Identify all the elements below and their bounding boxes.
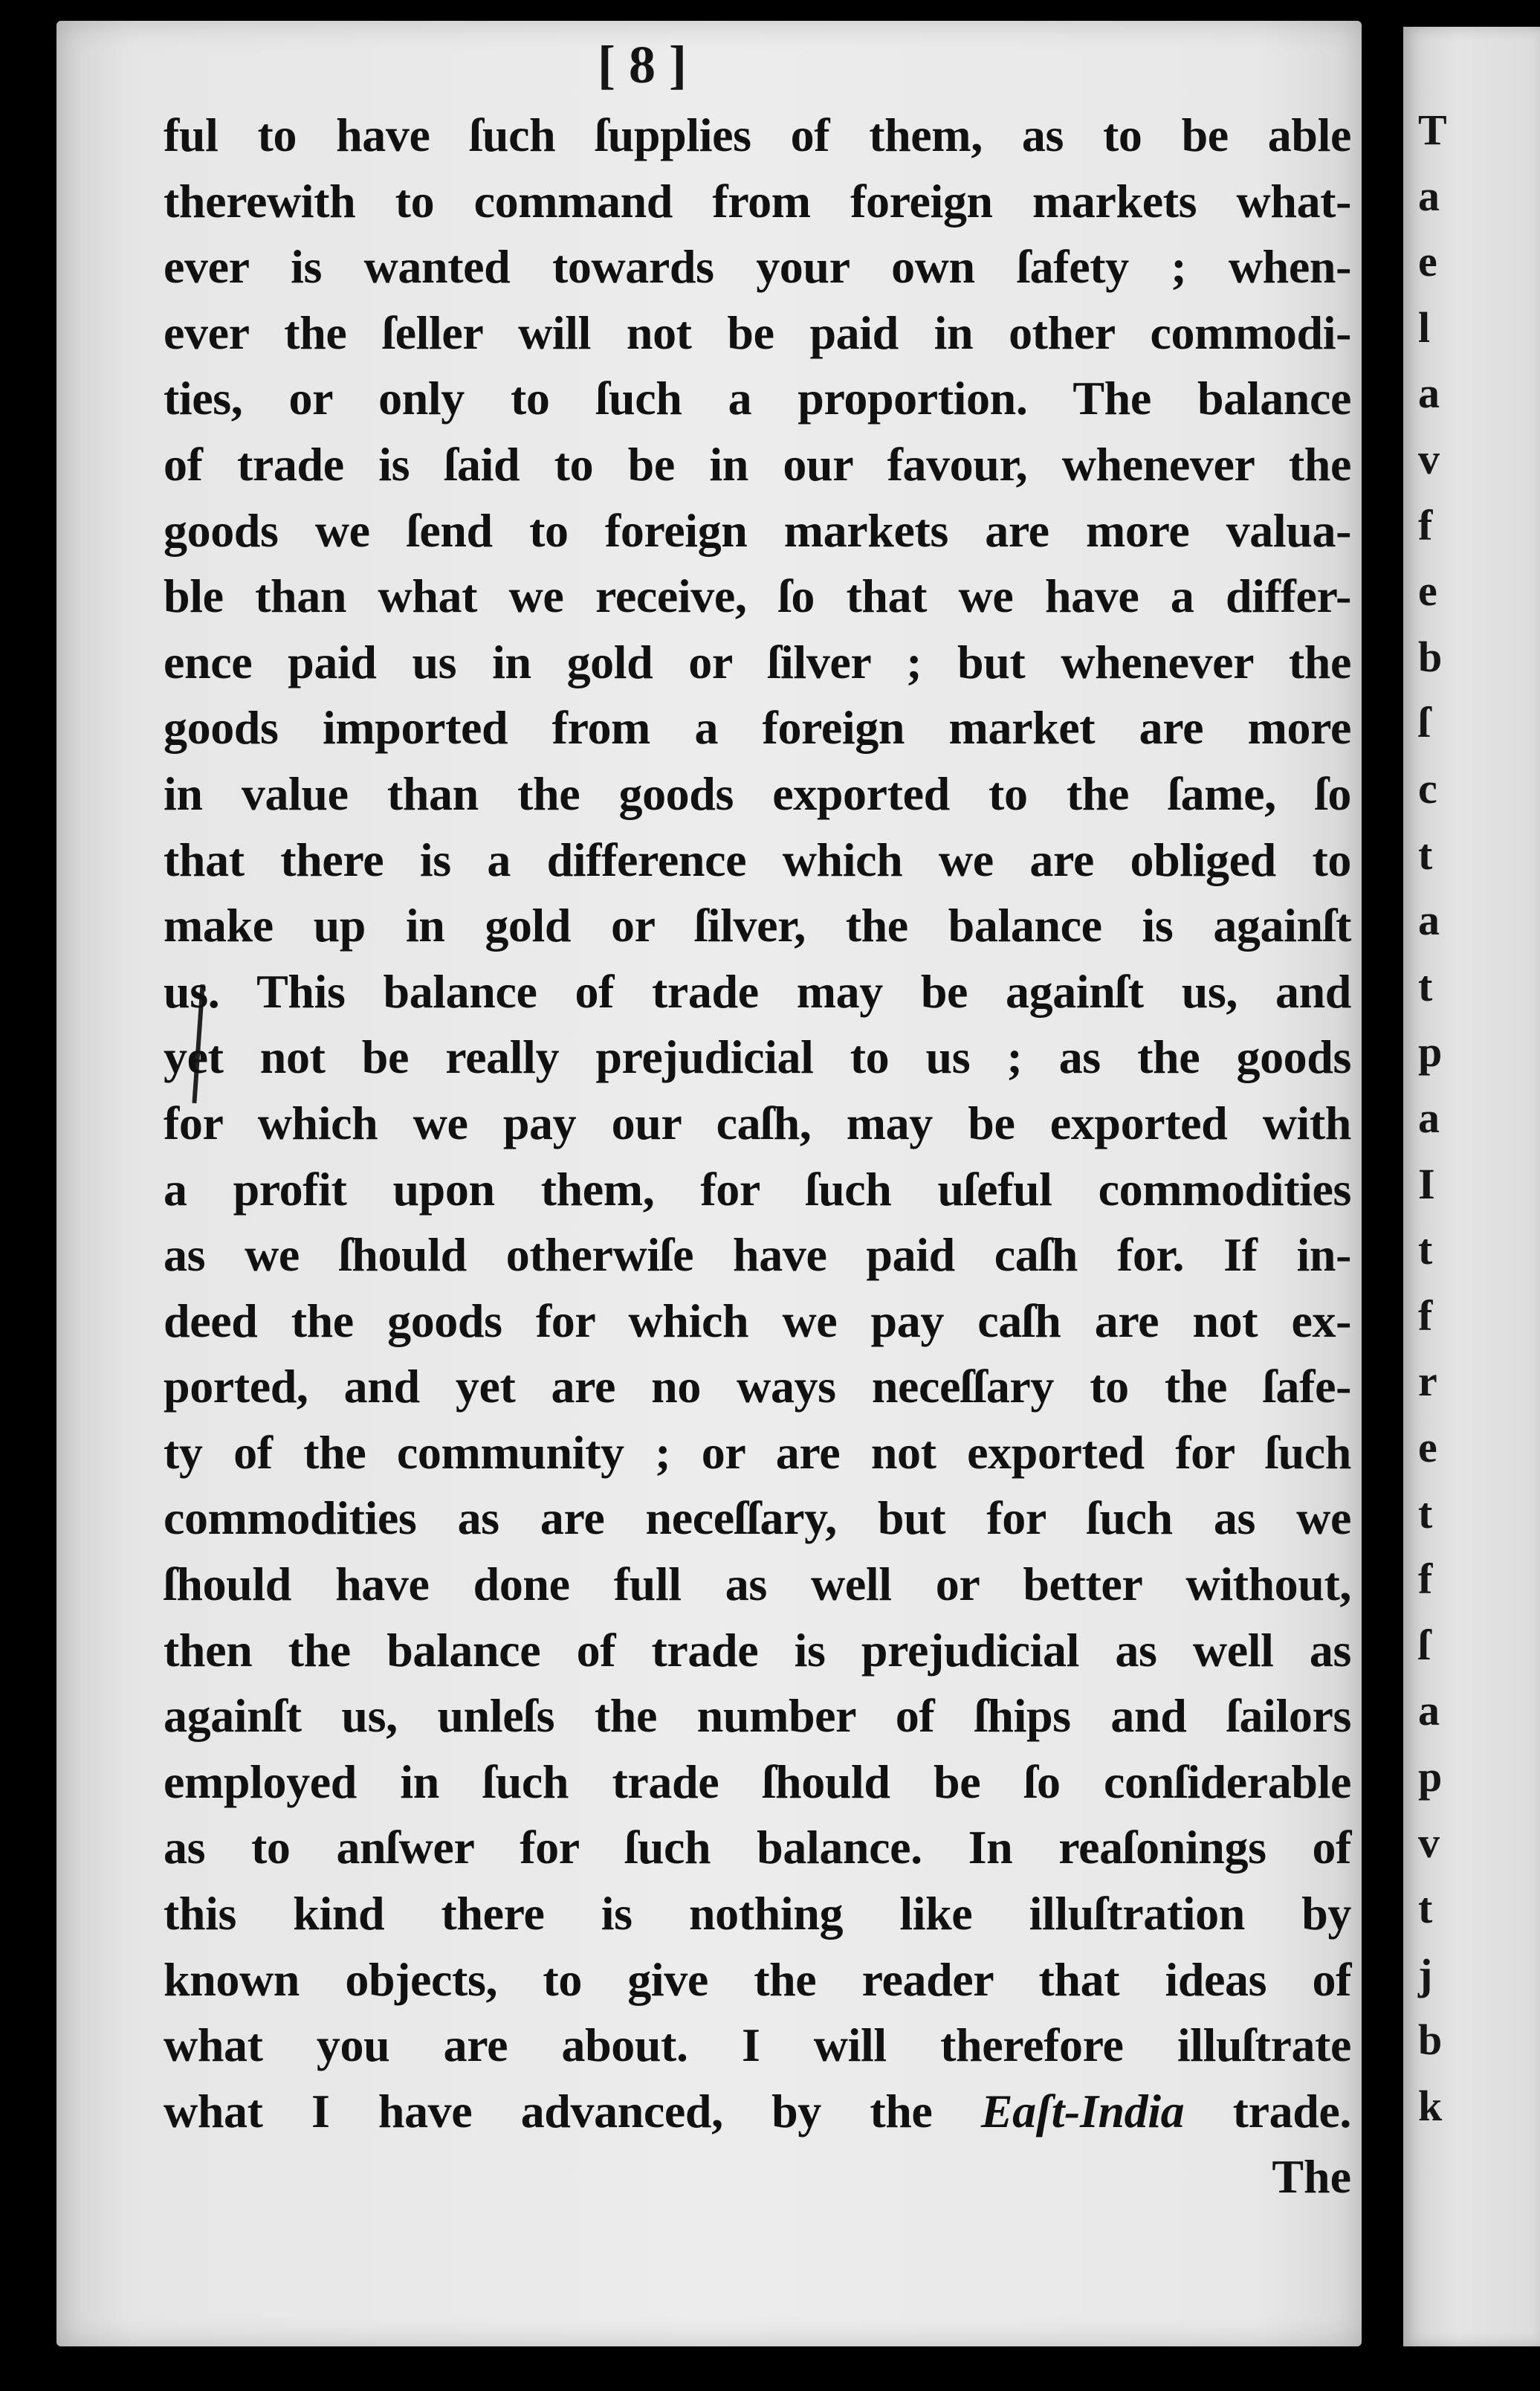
next-page-letter: j [1418,1949,1433,1998]
next-page-letter: a [1418,369,1440,418]
next-page-letter: e [1418,567,1437,616]
next-page-letter: I [1418,1159,1435,1208]
next-page-letter: k [1418,2082,1443,2130]
next-page-letter: b [1418,632,1443,681]
next-page-letter: f [1418,1555,1433,1604]
left-page [56,21,1362,2346]
text-line-last [164,2079,1351,2145]
last-line-italic: Eaſt-India [980,2084,1185,2137]
text-line: that there is a difference which we are obliged to [164,833,1351,886]
next-page-letter: p [1418,1027,1443,1077]
text-line: deed the goods for which we pay caſh are not ex- [164,1294,1351,1347]
text-line: a profit upon them, for ſuch uſeful commodities [164,1162,1351,1216]
text-line: in value than the goods exported to the ſame, ſo [164,767,1351,820]
next-page-letter: l [1418,303,1431,352]
next-page-letter: ſ [1418,698,1431,747]
next-page-letter: r [1418,1357,1437,1406]
text-line: ty of the community ; or are not exported for ſuch [164,1425,1351,1479]
text-line: what you are about. I will therefore illuſtrate [164,2019,1351,2072]
next-page-letter: a [1418,1094,1440,1142]
next-page-letter: t [1418,961,1433,1010]
next-page-letter: a [1418,171,1440,220]
next-page-letter: t [1418,1225,1433,1274]
next-page-letter: a [1418,896,1440,945]
next-page-letter: e [1418,1423,1437,1471]
page-number: [ 8 ] [598,35,687,94]
text-line: as we ſhould otherwiſe have paid caſh for. If in- [164,1228,1351,1282]
text-line: ence paid us in gold or ſilver ; but whenever the [164,635,1351,688]
text-line: ſhould have done full as well or better without, [164,1558,1351,1611]
text-line: this kind there is nothing like illuſtration by [164,1887,1351,1940]
text-line: ties, or only to ſuch a proportion. The balance [164,372,1351,425]
body-text [164,103,1351,2210]
next-page-letter: v [1418,1818,1440,1867]
next-page-letter: t [1418,1884,1433,1933]
text-line: goods we ſend to foreign markets are more valua- [164,503,1351,557]
text-line: ble than what we receive, ſo that we have a differ- [164,569,1351,623]
next-page-letter: ſ [1418,1620,1431,1669]
right-page-edge [1403,27,1540,2346]
last-line-start: what I have advanced, by the [164,2084,981,2137]
next-page-letter: e [1418,237,1437,286]
text-line: known objects, to give the reader that ideas of [164,1952,1351,2006]
text-line: ever the ſeller will not be paid in other commodi- [164,306,1351,359]
text-line: therewith to command from foreign markets what- [164,174,1351,228]
next-page-letter: p [1418,1752,1443,1801]
text-line: us. This balance of trade may be againſt us, and [164,964,1351,1018]
text-line: againſt us, unleſs the number of ſhips and ſailors [164,1689,1351,1743]
next-page-letter: T [1418,106,1447,154]
next-page-letter: t [1418,830,1433,879]
next-page-letter: c [1418,764,1437,813]
next-page-letter: t [1418,1488,1433,1537]
text-line: ful to have ſuch ſupplies of them, as to be able [164,109,1351,161]
text-line: ever is wanted towards your own ſafety ; when- [164,240,1351,294]
next-page-letter: b [1418,2016,1443,2065]
text-line: of trade is ſaid to be in our favour, whenever the [164,437,1351,491]
next-page-letter: v [1418,435,1440,483]
text-line: employed in ſuch trade ſhould be ſo conſiderable [164,1755,1351,1808]
text-line: for which we pay our caſh, may be exported with [164,1096,1351,1149]
text-line: yet not be really prejudicial to us ; as the goods [164,1030,1351,1084]
next-page-letter: f [1418,500,1433,549]
text-line: goods imported from a foreign market are more [164,701,1351,755]
text-line: ported, and yet are no ways neceſſary to the ſafe- [164,1360,1351,1413]
text-line: then the balance of trade is prejudicial as well as [164,1623,1351,1677]
text-line: commodities as are neceſſary, but for ſuch as we [164,1491,1351,1545]
next-page-letter: f [1418,1291,1433,1340]
text-line: as to anſwer for ſuch balance. In reaſonings of [164,1821,1351,1874]
last-line-end: trade. [1184,2084,1352,2137]
text-line: make up in gold or ſilver, the balance is againſt [164,899,1351,952]
next-page-letter: a [1418,1686,1440,1735]
catchword: The [1272,2150,1351,2204]
